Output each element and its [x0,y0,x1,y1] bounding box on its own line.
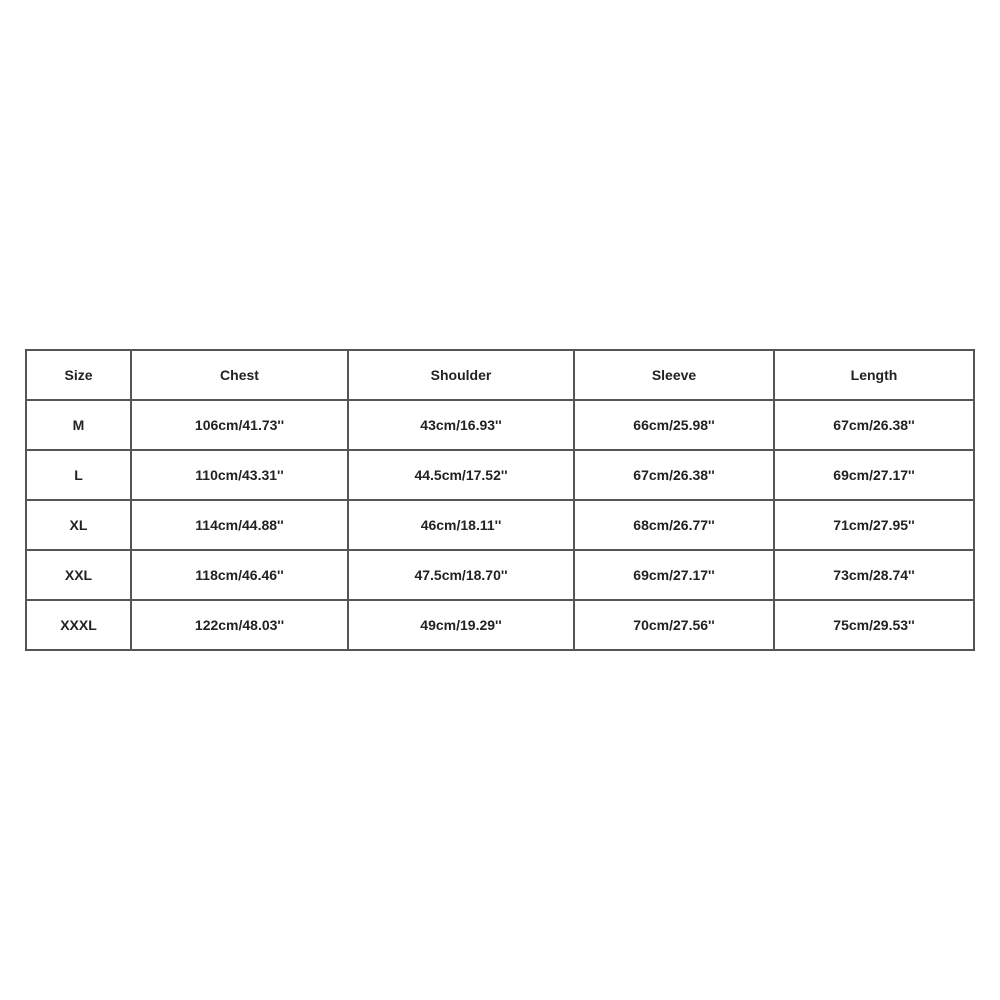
table-header-row [27,351,975,401]
cell-length: 71cm/27.95'' [775,501,975,551]
cell-chest: 114cm/44.88'' [132,501,349,551]
table-row [27,551,975,601]
header-size: Size [27,351,132,401]
cell-shoulder: 49cm/19.29'' [349,601,575,651]
size-chart-table [25,349,975,651]
cell-length: 69cm/27.17'' [775,451,975,501]
cell-size: XXXL [27,601,132,651]
header-shoulder: Shoulder [349,351,575,401]
cell-shoulder: 46cm/18.11'' [349,501,575,551]
table-row [27,451,975,501]
cell-sleeve: 70cm/27.56'' [575,601,775,651]
header-sleeve: Sleeve [575,351,775,401]
cell-chest: 122cm/48.03'' [132,601,349,651]
cell-size: M [27,401,132,451]
cell-sleeve: 69cm/27.17'' [575,551,775,601]
cell-shoulder: 44.5cm/17.52'' [349,451,575,501]
cell-size: XXL [27,551,132,601]
table-row [27,501,975,551]
cell-size: XL [27,501,132,551]
cell-shoulder: 43cm/16.93'' [349,401,575,451]
cell-sleeve: 68cm/26.77'' [575,501,775,551]
cell-length: 73cm/28.74'' [775,551,975,601]
cell-shoulder: 47.5cm/18.70'' [349,551,575,601]
cell-length: 67cm/26.38'' [775,401,975,451]
cell-length: 75cm/29.53'' [775,601,975,651]
cell-chest: 118cm/46.46'' [132,551,349,601]
cell-sleeve: 66cm/25.98'' [575,401,775,451]
cell-chest: 110cm/43.31'' [132,451,349,501]
table-row [27,401,975,451]
header-length: Length [775,351,975,401]
cell-chest: 106cm/41.73'' [132,401,349,451]
header-chest: Chest [132,351,349,401]
cell-sleeve: 67cm/26.38'' [575,451,775,501]
table-row [27,601,975,651]
cell-size: L [27,451,132,501]
